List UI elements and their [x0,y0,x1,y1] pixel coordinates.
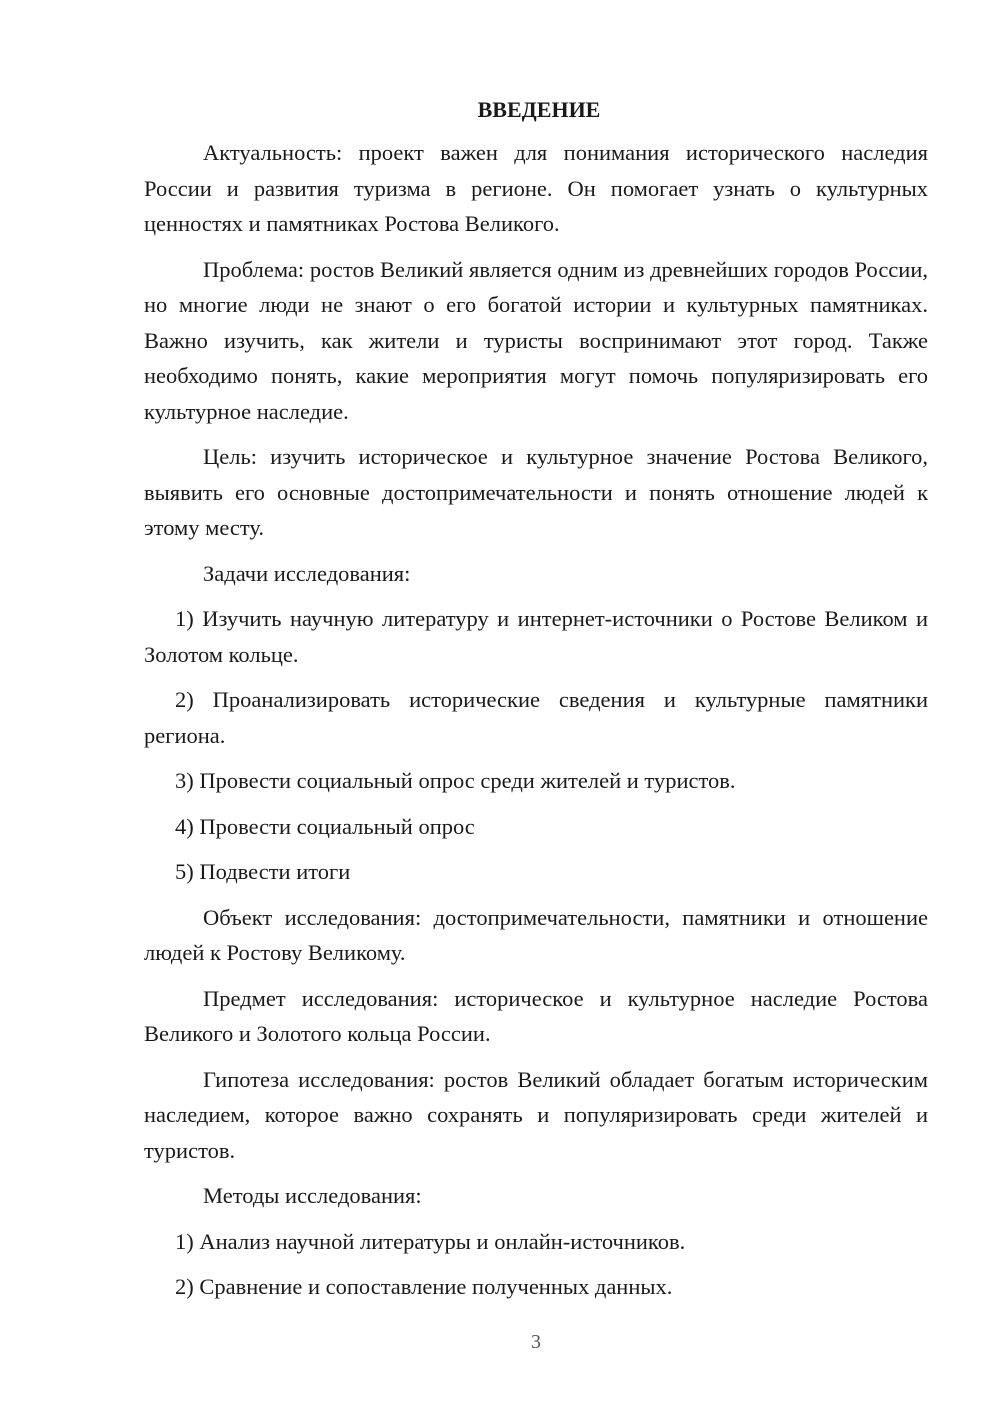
task-item: 5) Подвести итоги [175,859,351,884]
goal-paragraph: Цель: изучить историческое и культурное значение Ростова Великого, выявить его основные достопримечательности и понять отношение людей к этому месту. [144,444,928,540]
task-item: 2) Проанализировать исторические сведения и культурные памятники региона. [144,687,928,748]
tasks-title: Задачи исследования: [203,560,411,586]
hypothesis-paragraph: Гипотеза исследования: ростов Великий обладает богатым историческим наследием, которое важно сохранять и популяризировать среди жителей и туристов. [144,1066,928,1163]
method-item: 1) Анализ научной литературы и онлайн-источников. [175,1228,686,1254]
document-page [144,92,928,1315]
method-item: 2) Сравнение и сопоставление полученных данных. [175,1274,673,1299]
task-item: 4) Провести социальный опрос [175,813,475,839]
page-number: 3 [531,1331,541,1353]
task-item: 1) Изучить научную литературу и интернет-источники о Ростове Великом и Золотом кольце. [144,606,928,667]
problem-paragraph: Проблема: ростов Великий является одним из древнейших городов России, но многие люди не знают о его богатой истории и культурных памятниках. Важно изучить, как жители и туристы воспринимают этот город. Также необходимо понять, какие мероприятия могут помочь популяризировать его культурное наследие. [144,256,928,424]
task-item: 3) Провести социальный опрос среди жителей и туристов. [175,768,736,793]
methods-title: Методы исследования: [203,1183,422,1208]
object-paragraph: Объект исследования: достопримечательности, памятники и отношение людей к Ростову Великому. [144,904,928,965]
relevance-paragraph: Актуальность: проект важен для понимания исторического наследия России и развития туризма в регионе. Он помогает узнать о культурных ценностях и памятниках Ростова Великого. [144,140,928,236]
section-heading: ВВЕДЕНИЕ [477,97,601,122]
subject-paragraph: Предмет исследования: историческое и культурное наследие Ростова Великого и Золотого кольца России. [144,985,928,1046]
